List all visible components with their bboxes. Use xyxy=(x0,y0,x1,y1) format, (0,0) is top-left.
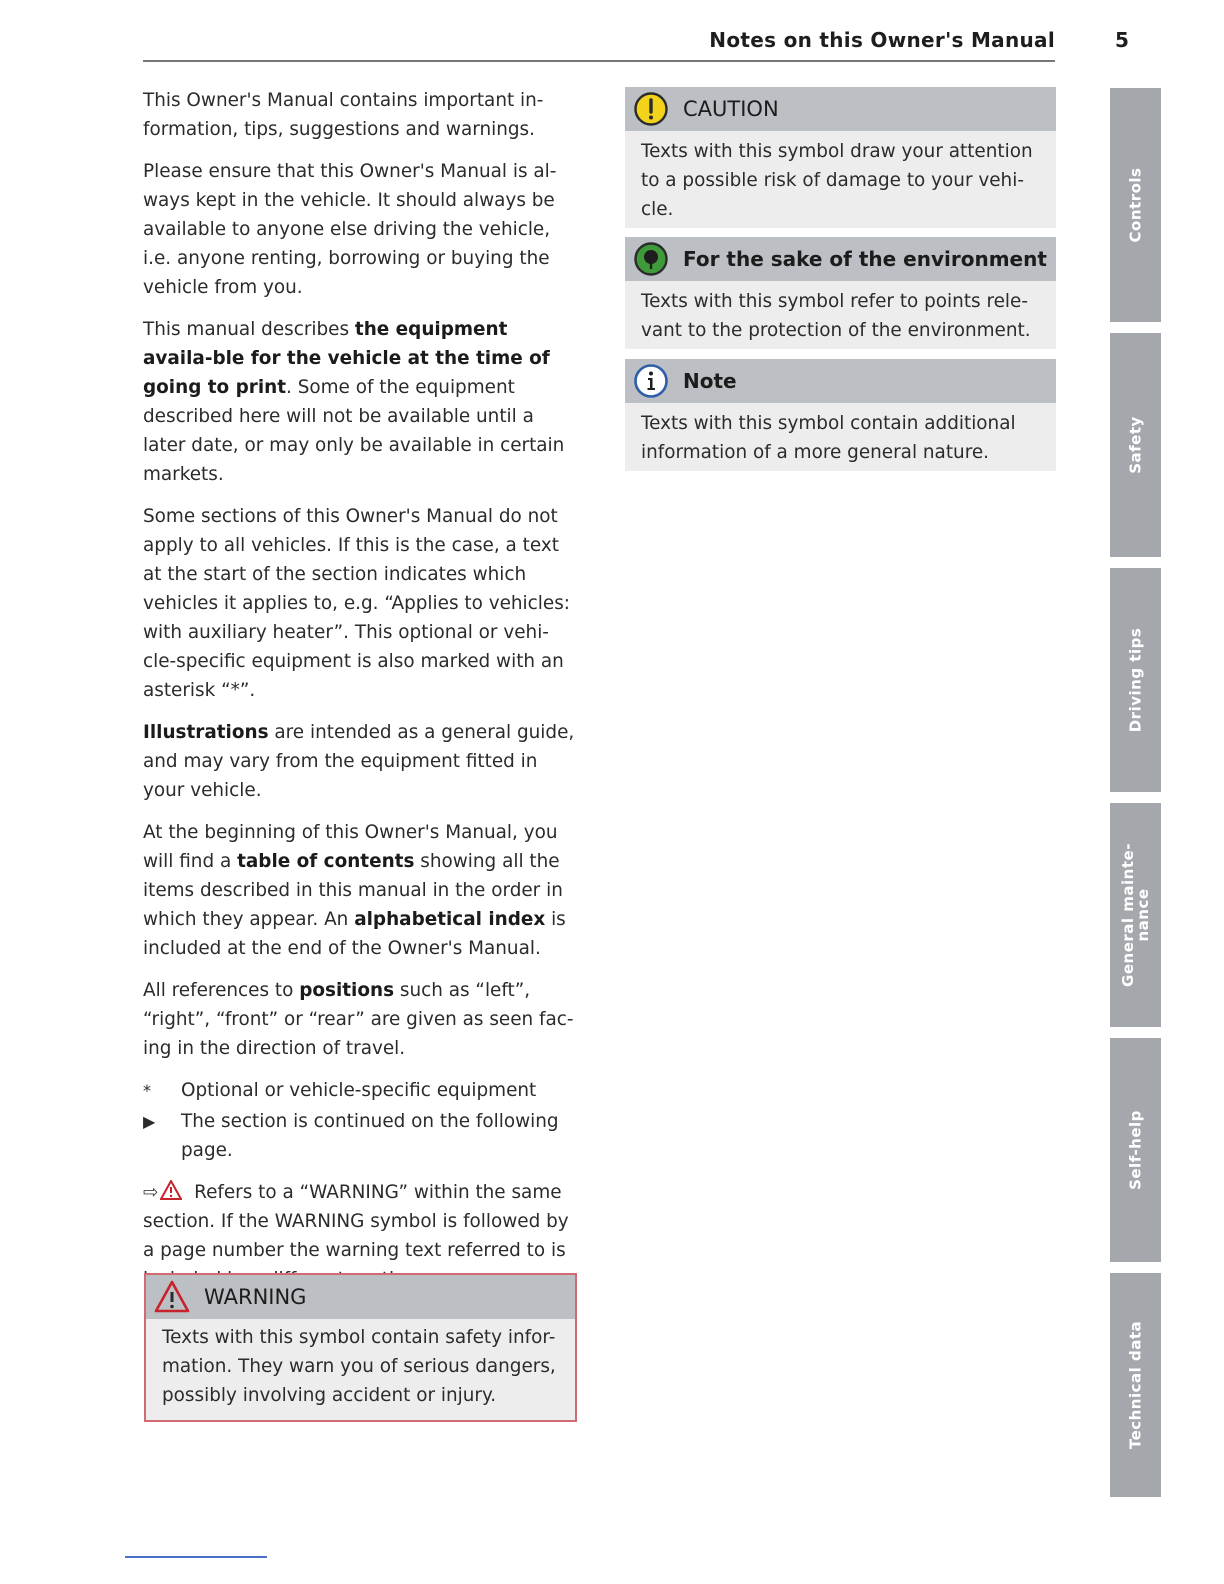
page-title: Notes on this Owner's Manual xyxy=(709,28,1055,52)
left-column xyxy=(143,86,575,1307)
exclamation-circle-icon xyxy=(633,91,669,127)
keep-in-vehicle-paragraph: Please ensure that this Owner's Manual is al-ways kept in the vehicle. It should always be available to anyone else driving the vehicle, i.e. anyone renting, borrowing or buying the vehicle from you. xyxy=(143,161,557,298)
illustrations-paragraph: Illustrations are intended as a general guide, and may vary from the equipment fitted in your vehicle. xyxy=(143,722,575,801)
note-title: Note xyxy=(683,369,737,393)
equipment-paragraph: This manual describes the equipment availa-ble for the vehicle at the time of going to print. Some of the equipment described here will not be available until a later date, or may only be available in certain markets. xyxy=(143,319,565,485)
caution-box xyxy=(625,87,1056,228)
illustrations-emphasis: Illustrations xyxy=(143,722,269,743)
note-header xyxy=(625,359,1056,403)
environment-text: Texts with this symbol refer to points rele-vant to the protection of the environment. xyxy=(641,291,1031,341)
legend-asterisk-row xyxy=(143,1076,575,1105)
warning-box xyxy=(144,1273,577,1422)
contents-paragraph: At the beginning of this Owner's Manual, you will find a table of contents showing all the items described in this manual in the order in which they appear. An alphabetical index is included at the end of the Owner's Manual. xyxy=(143,822,566,959)
tab-technical-data[interactable] xyxy=(1110,1273,1161,1497)
tab-label: Self-help xyxy=(1126,1110,1144,1190)
tab-label: Controls xyxy=(1126,167,1144,243)
legend-continued-row xyxy=(143,1107,575,1165)
tab-label: Safety xyxy=(1126,416,1144,474)
environment-header xyxy=(625,237,1056,281)
page-number: 5 xyxy=(1115,28,1129,52)
tab-label: General mainte- nance xyxy=(1118,843,1152,987)
note-box xyxy=(625,359,1056,471)
caution-text: Texts with this symbol draw your attention to a possible risk of damage to your vehi-cle. xyxy=(641,141,1033,220)
footer-rule xyxy=(125,1556,267,1558)
info-circle-icon xyxy=(633,363,669,399)
tab-label: Technical data xyxy=(1126,1320,1144,1450)
intro-paragraph: This Owner's Manual contains important in-formation, tips, suggestions and warnings. xyxy=(143,90,544,140)
sections-paragraph: Some sections of this Owner's Manual do not apply to all vehicles. If this is the case, a text at the start of the section indicates which vehicles it applies to, e.g. “Applies to vehicles: with auxiliary heater”. This optional or vehi-cle-specific equipment is also marked with an asterisk “*”. xyxy=(143,506,570,701)
tab-safety[interactable] xyxy=(1110,333,1161,557)
warning-reference-paragraph: ⇨ Refers to a “WARNING” within the same section. If the WARNING symbol is followed by a page number the warning text referred to is xyxy=(143,1182,569,1261)
environment-box xyxy=(625,237,1056,349)
warning-header xyxy=(146,1275,575,1319)
page-header xyxy=(143,24,1055,62)
warning-text: Texts with this symbol contain safety infor-mation. They warn you of serious dangers, possibly involving accident or injury. xyxy=(162,1327,556,1406)
legend-asterisk-text: Optional or vehicle-specific equipment xyxy=(181,1080,537,1101)
note-text: Texts with this symbol contain additional information of a more general nature. xyxy=(641,413,1016,463)
asterisk-icon: * xyxy=(143,1081,151,1100)
warning-title: WARNING xyxy=(204,1285,307,1309)
tab-label: Driving tips xyxy=(1126,627,1144,733)
warning-triangle-icon xyxy=(154,1279,190,1315)
environment-title: For the sake of the environment xyxy=(683,247,1047,271)
caution-title: CAUTION xyxy=(683,97,779,121)
tree-circle-icon xyxy=(633,241,669,277)
index-emphasis: alphabetical index xyxy=(354,909,546,930)
tab-controls[interactable] xyxy=(1110,88,1161,322)
positions-paragraph: All references to positions such as “left”, “right”, “front” or “rear” are given as seen fac-ing in the direction of travel. xyxy=(143,980,574,1059)
play-arrow-icon: ▶ xyxy=(143,1112,156,1131)
caution-header xyxy=(625,87,1056,131)
positions-emphasis: positions xyxy=(299,980,395,1001)
tab-driving-tips[interactable] xyxy=(1110,568,1161,792)
toc-emphasis: table of contents xyxy=(237,851,415,872)
tab-self-help[interactable] xyxy=(1110,1038,1161,1262)
reference-arrow-icon: ⇨ xyxy=(143,1182,159,1203)
legend-continued-text: The section is continued on the following page. xyxy=(181,1111,559,1161)
equipment-emphasis: the equipment availa-ble for the vehicle at the time of going to print xyxy=(143,319,550,398)
tab-general-maintenance[interactable] xyxy=(1110,803,1161,1027)
warning-triangle-small-icon xyxy=(160,1180,182,1200)
